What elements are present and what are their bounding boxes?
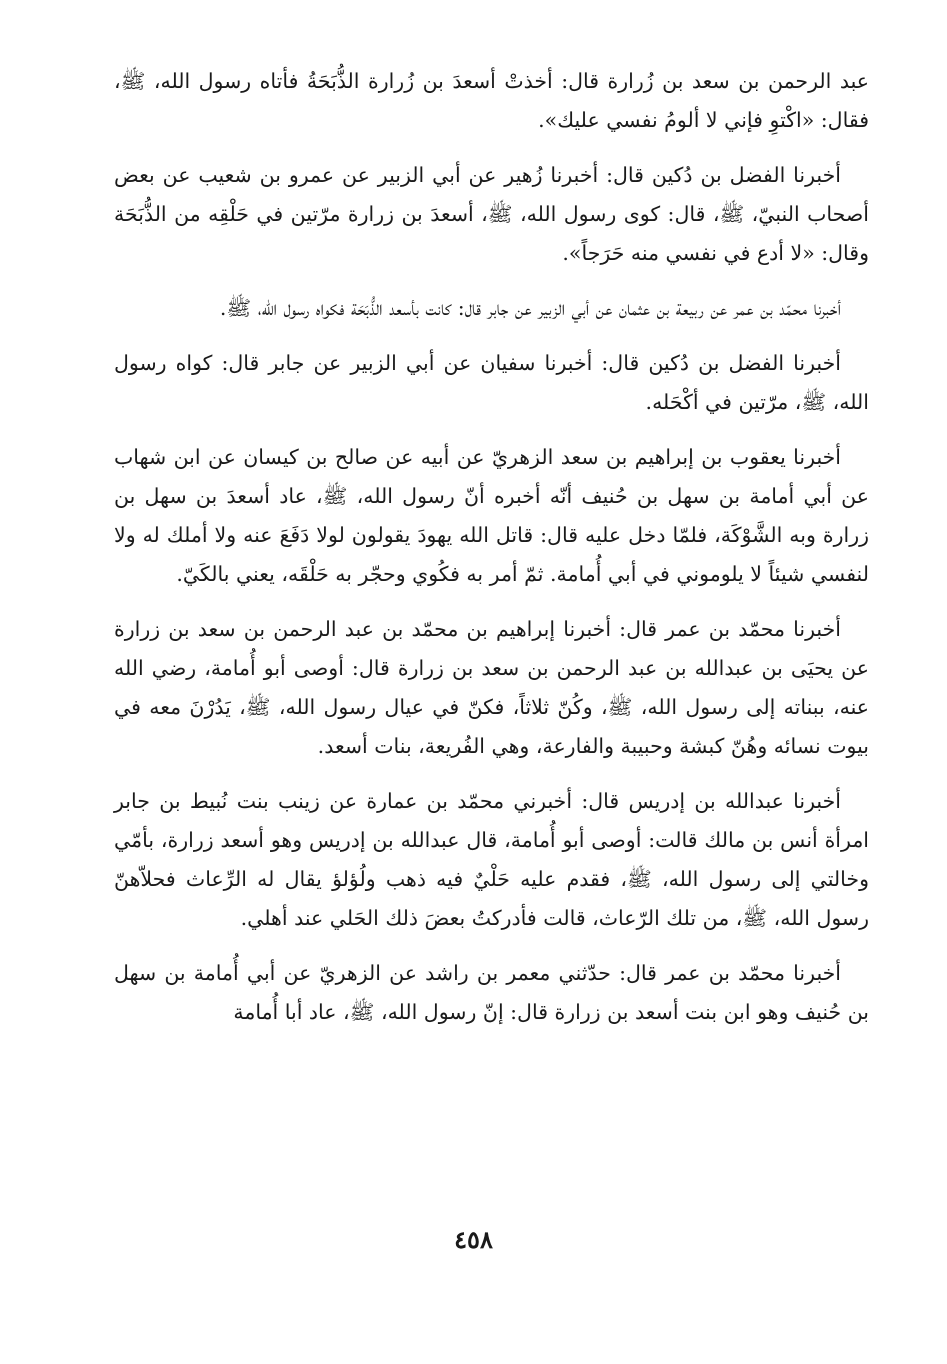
- paragraph-7: أخبرنا عبدالله بن إدريس قال: أخبرني محمّد بن عمارة عن زينب بنت نُبيط بن جابر امرأة أنس بن مالك قالت: أوصى أبو أُمامة، قال عبدالله بن إدريس وهو أسعد زرارة، بأمّي وخالتي إلى رسول الله، ﷺ، فقدم عليه حَلْيٌ فيه ذهب ولُؤلؤ يقال له الرِّعاث فحلاّهنّ رسول الله، ﷺ، من تلك الرّعاث، قالت فأدركتُ بعضَ ذلك الحَلي عند أهلي.: [114, 789, 869, 930]
- paragraph-4: أخبرنا الفضل بن دُكين قال: أخبرنا سفيان عن أبي الزبير عن جابر قال: كواه رسول الله، ﷺ، مرّتين في أكْحَله.: [114, 351, 869, 414]
- paragraph-6: أخبرنا محمّد بن عمر قال: أخبرنا إبراهيم بن محمّد بن عبد الرحمن بن سعد بن زرارة عن يحيَى بن عبدالله بن عبد الرحمن بن سعد بن زرارة قال: أوصى أبو أُمامة، رضي الله عنه، ببناته إلى رسول الله، ﷺ، وكُنّ ثلاثاً، فكنّ في عيال رسول الله، ﷺ، يَدُرْنَ معه في بيوت نسائه وهُنّ كبشة وحبيبة والفارعة، وهي الفُريعة، بنات أسعد.: [114, 617, 869, 758]
- paragraph-8: أخبرنا محمّد بن عمر قال: حدّثني معمر بن راشد عن الزهريّ عن أبي أُمامة بن سهل بن حُنيف وهو ابن بنت أسعد بن زرارة قال: إنّ رسول الله، ﷺ، عاد أبا أُمامة: [114, 961, 869, 1024]
- paragraph-3: أخبرنا محمّد بن عمر عن ربيعة بن عثمان عن أبي الزبير عن جابر قال: كانت بأسعد الذُّبَحَة فكواه رسول الله، ﷺ.: [219, 296, 841, 320]
- page-number: ٤٥٨: [454, 1225, 493, 1254]
- text-body: [114, 62, 869, 1048]
- paragraph-2: أخبرنا الفضل بن دُكين قال: أخبرنا زُهير عن أبي الزبير عن عمرو بن شعيب عن بعض أصحاب النبيّ، ﷺ، قال: كوى رسول الله، ﷺ، أسعدَ بن زرارة مرّتين في حَلْقِه من الذُّبَحَة وقال: «لا أدع في نفسي منه حَرَجاً».: [114, 163, 869, 265]
- paragraph-5: أخبرنا يعقوب بن إبراهيم بن سعد الزهريّ عن أبيه عن صالح بن كيسان عن ابن شهاب عن أبي أمامة بن سهل بن حُنيف أنّه أخبره أنّ رسول الله، ﷺ، عاد أسعدَ بن سهل بن زرارة وبه الشَّوْكَة، فلمّا دخل عليه قال: قاتل الله يهودَ يقولون لولا دَفَعَ عنه ولا أملك له ولا لنفسي شيئاً لا يلوموني في أبي أُمامة. ثمّ أمر به فكُوي وحجّر به حَلْقَه، يعني بالكَيّ.: [114, 445, 869, 586]
- paragraph-1: عبد الرحمن بن سعد بن زُرارة قال: أخذتْ أسعدَ بن زُرارة الذُّبَحَةُ فأتاه رسول الله، ﷺ، فقال: «اكْتوِ فإني لا ألومُ نفسي عليك».: [114, 69, 869, 132]
